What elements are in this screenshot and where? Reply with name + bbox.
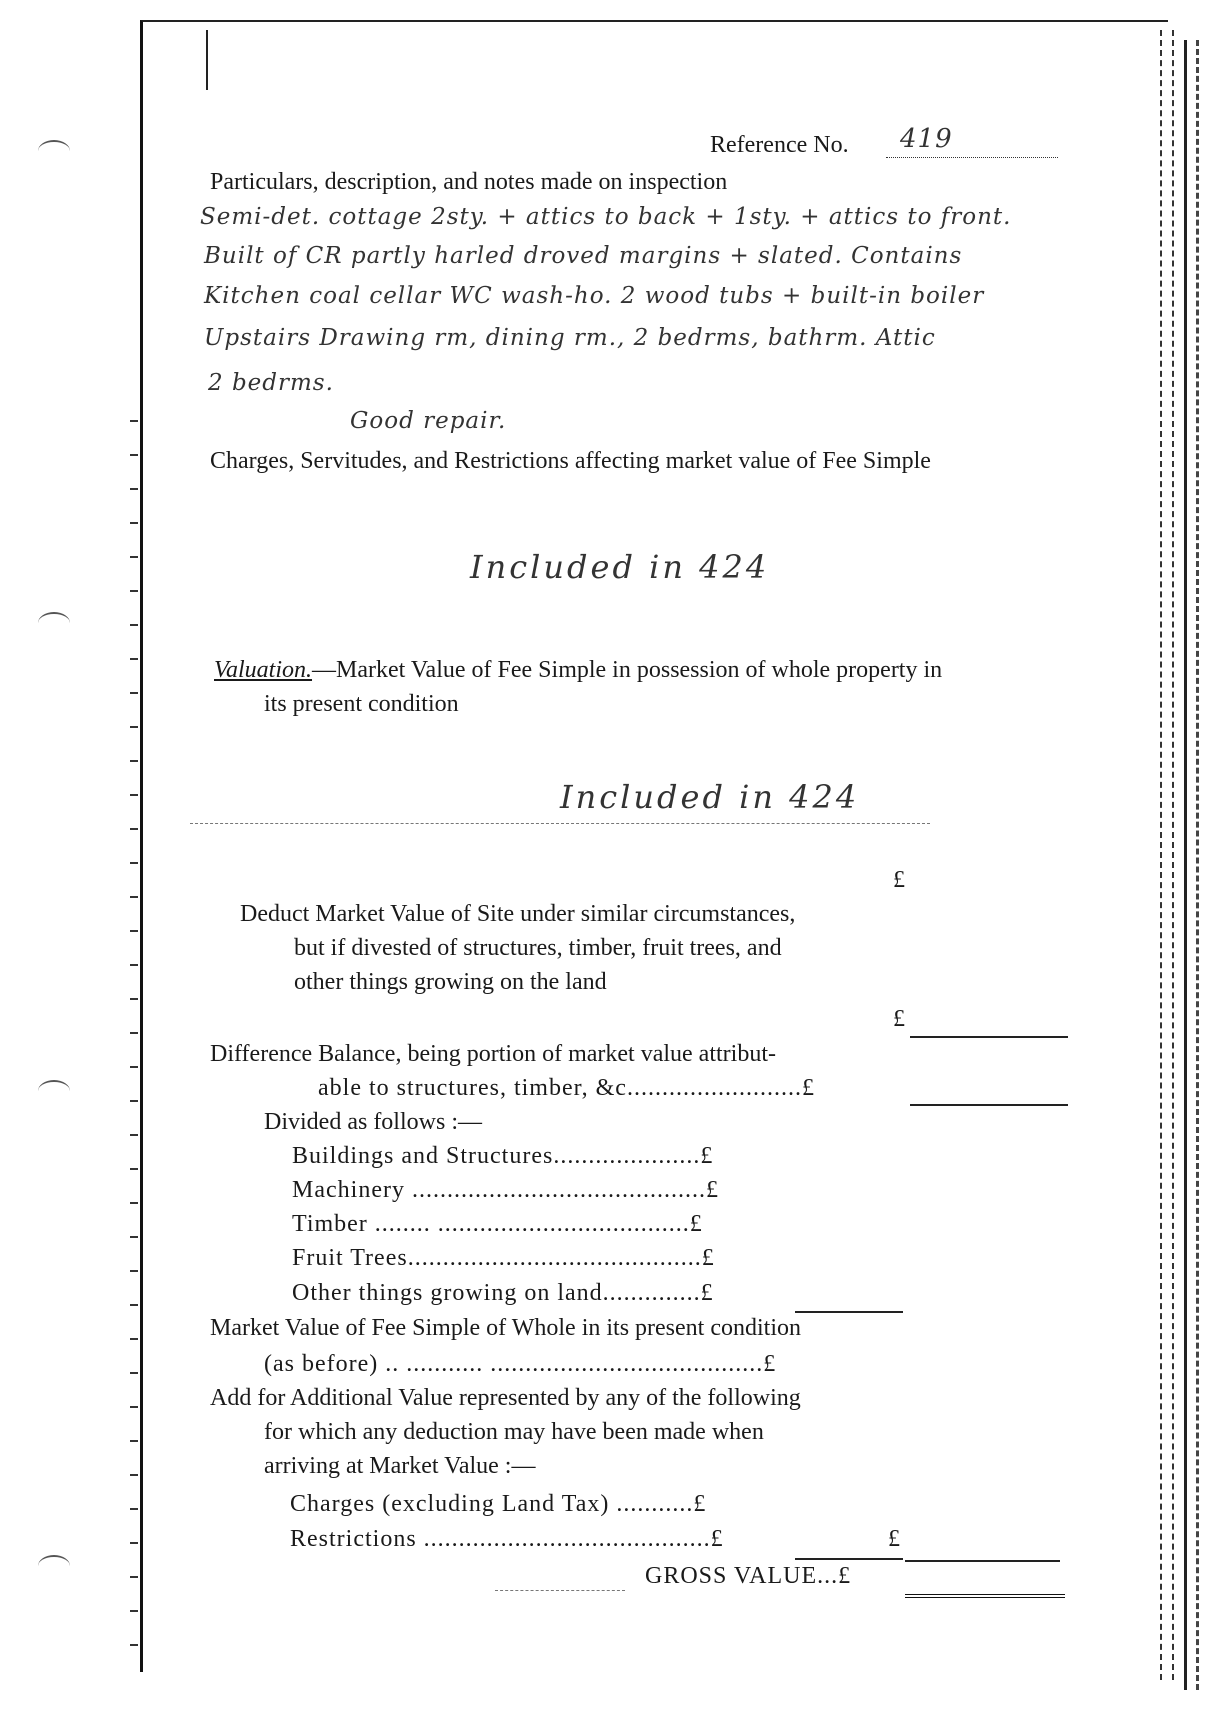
add-restrictions: Restrictions .........................................£ <box>290 1526 724 1552</box>
division-item: Timber ........ ....................................£ <box>292 1211 703 1237</box>
difference-amount-line <box>910 1104 1068 1106</box>
division-item: Buildings and Structures.....................£ <box>292 1143 714 1169</box>
market-value-line1: Market Value of Fee Simple of Whole in its present condition <box>210 1315 801 1341</box>
gross-amount-line <box>905 1594 1065 1598</box>
deduct-pound-top: £ <box>893 867 905 893</box>
page-edge-line <box>1172 30 1174 1680</box>
restrictions-total-line <box>905 1560 1060 1562</box>
particulars-line: Kitchen coal cellar WC wash-ho. 2 wood tubs + built-in boiler <box>204 283 985 309</box>
valuation-handwritten: Included in 424 <box>560 778 860 816</box>
division-item: Machinery ..........................................£ <box>292 1177 719 1203</box>
valuation-label: Valuation. <box>214 657 313 683</box>
gross-dashed-line <box>495 1590 625 1591</box>
page-edge-line <box>1160 30 1162 1680</box>
division-item: Fruit Trees..........................................£ <box>292 1245 715 1271</box>
market-value-line2: (as before) .. ........... .......................................£ <box>264 1351 777 1377</box>
particulars-line: 2 bedrms. <box>208 370 334 396</box>
charges-heading: Charges, Servitudes, and Restrictions affecting market value of Fee Simple <box>210 448 931 474</box>
add-line2: for which any deduction may have been made when <box>264 1419 764 1445</box>
page-edge-line <box>1196 40 1199 1690</box>
deduct-line2: but if divested of structures, timber, fruit trees, and <box>294 935 782 961</box>
binder-hole-mark <box>38 612 70 634</box>
add-charges: Charges (excluding Land Tax) ...........£ <box>290 1491 707 1517</box>
deduct-line1: Deduct Market Value of Site under similar circumstances, <box>240 901 796 927</box>
valuation-dashed-line <box>190 823 930 824</box>
valuation-line2: its present condition <box>264 691 459 717</box>
page-edge-line <box>1184 40 1187 1690</box>
difference-line2: able to structures, timber, &c.........................£ <box>318 1075 815 1101</box>
reference-number: 419 <box>900 124 953 154</box>
binder-hole-mark <box>38 1555 70 1577</box>
particulars-line: Semi-det. cottage 2sty. + attics to back + 1sty. + attics to front. <box>200 204 1012 230</box>
division-subtotal-line <box>795 1311 903 1313</box>
binder-hole-mark <box>38 140 70 162</box>
valuation-line1 <box>214 656 942 684</box>
divided-heading: Divided as follows :— <box>264 1109 482 1135</box>
valuation-text-1: —Market Value of Fee Simple in possession of whole property in <box>312 657 943 683</box>
condition-note: Good repair. <box>350 408 507 434</box>
binder-hole-mark <box>38 1080 70 1102</box>
deduct-line3: other things growing on the land <box>294 969 607 995</box>
add-line1: Add for Additional Value represented by any of the following <box>210 1385 801 1411</box>
particulars-line: Built of CR partly harled droved margins + slated. Contains <box>204 243 963 269</box>
particulars-heading: Particulars, description, and notes made on inspection <box>210 169 728 195</box>
division-item: Other things growing on land..............£ <box>292 1280 714 1306</box>
restrictions-subtotal-line <box>795 1558 903 1560</box>
restrictions-total-pound: £ <box>888 1526 900 1552</box>
charges-handwritten: Included in 424 <box>470 548 770 586</box>
deduct-amount-line <box>910 1036 1068 1038</box>
reference-dotted-line <box>886 157 1058 158</box>
difference-line1: Difference Balance, being portion of market value attribut- <box>210 1041 776 1067</box>
deduct-pound: £ <box>893 1006 905 1032</box>
gross-value-label: GROSS VALUE...£ <box>645 1563 852 1589</box>
top-left-mark <box>206 30 208 90</box>
left-margin-ticks <box>130 420 138 1670</box>
reference-label: Reference No. <box>710 132 849 158</box>
add-line3: arriving at Market Value :— <box>264 1453 536 1479</box>
particulars-line: Upstairs Drawing rm, dining rm., 2 bedrms, bathrm. Attic <box>204 325 936 351</box>
